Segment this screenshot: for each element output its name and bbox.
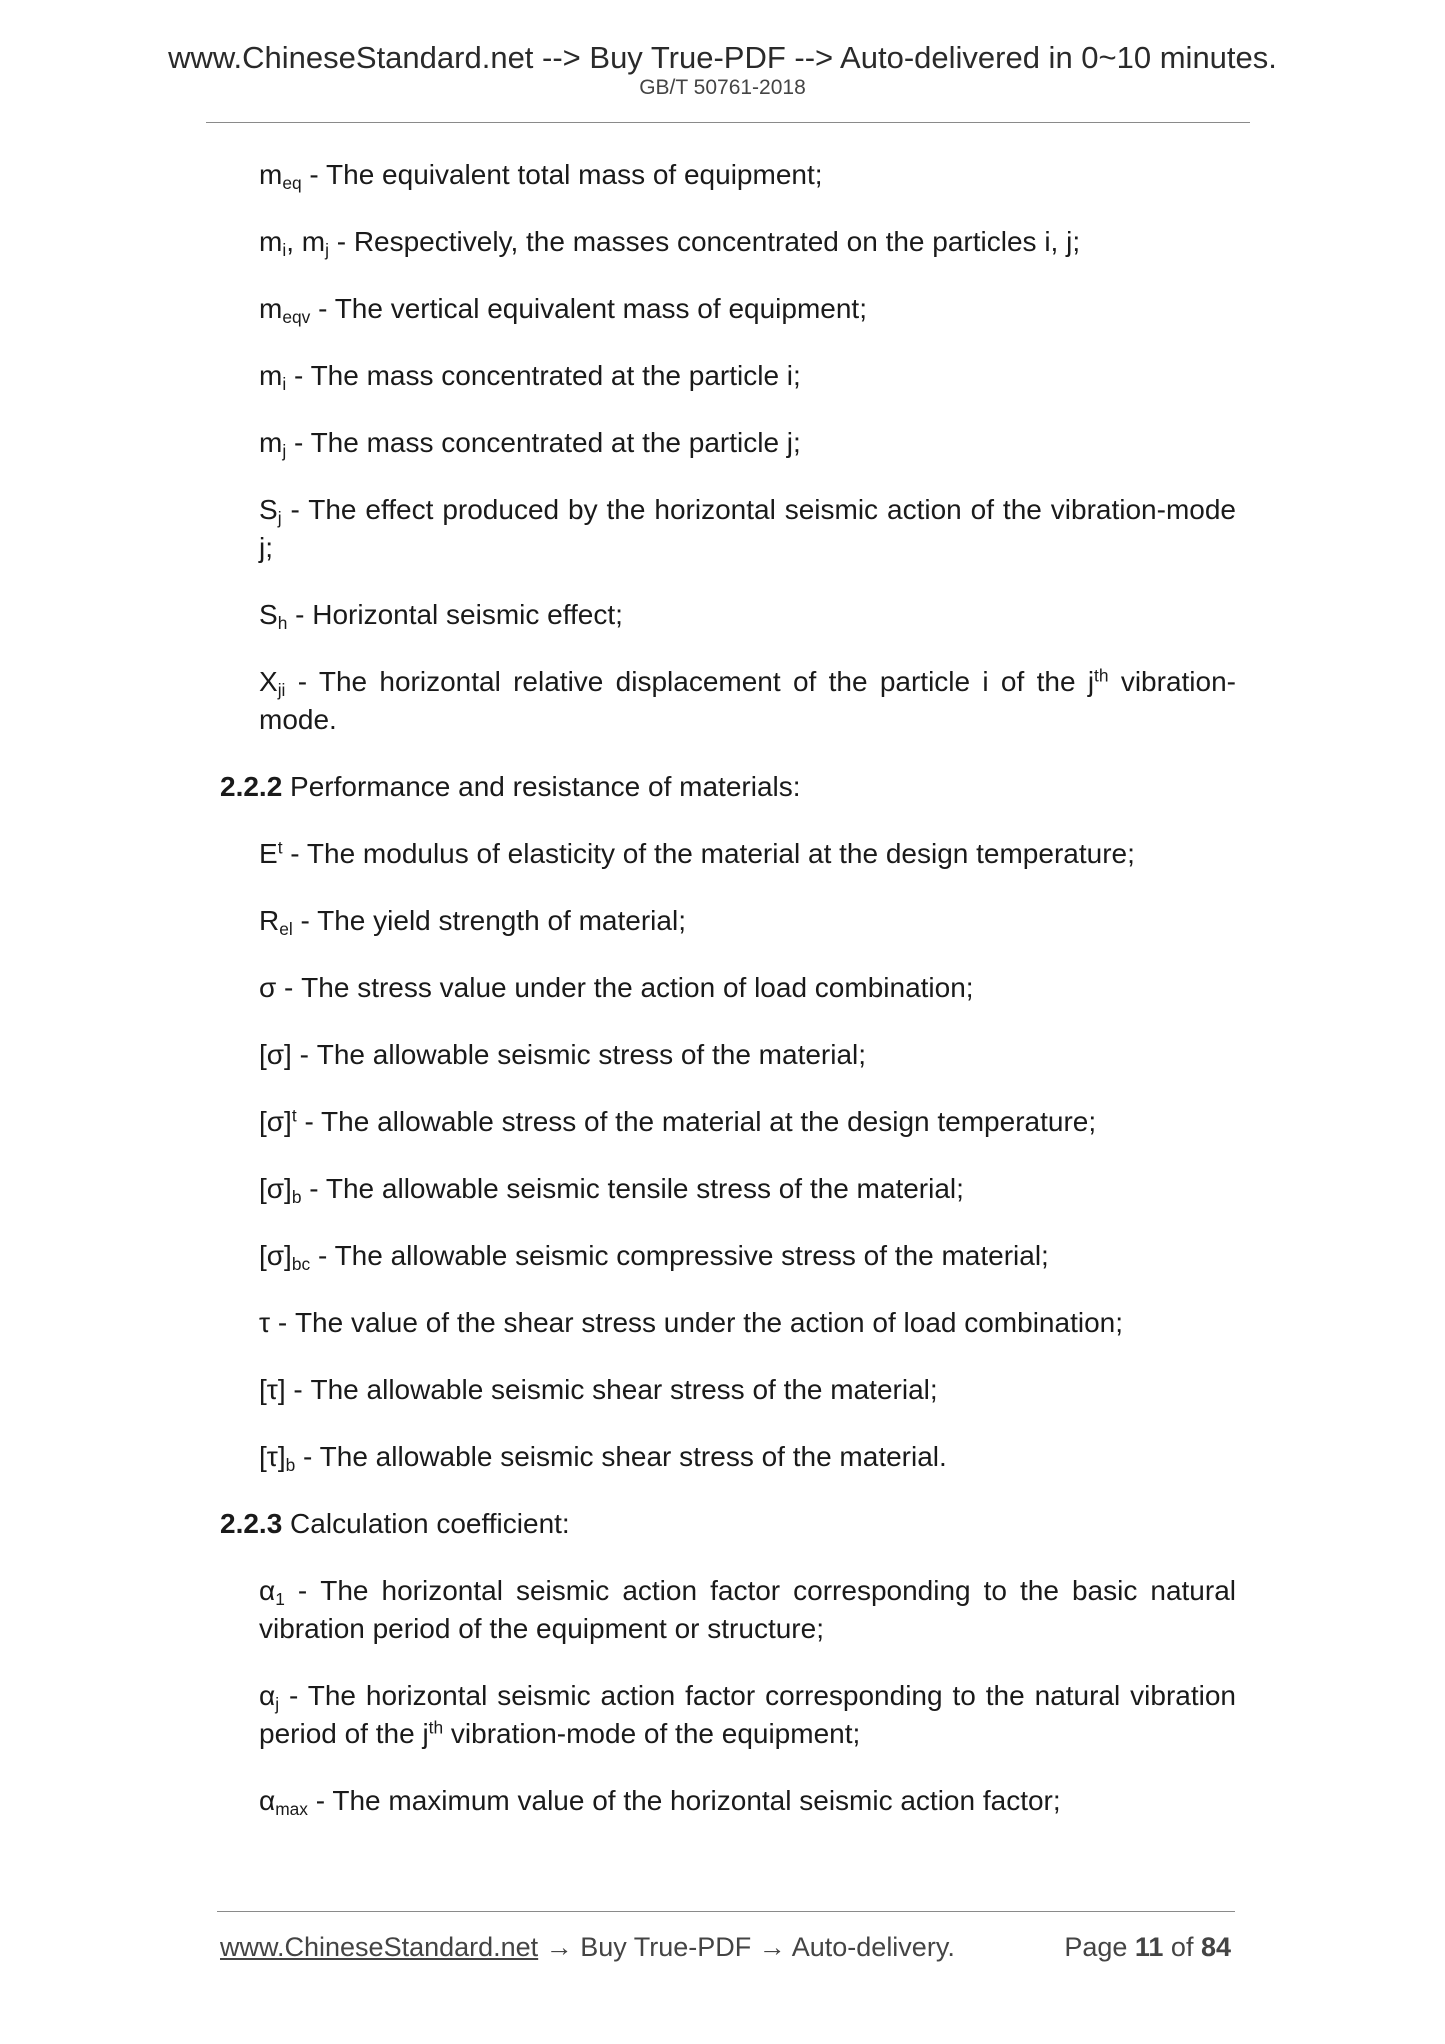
document-id: GB/T 50761-2018 — [639, 76, 806, 99]
footer-promo — [220, 1932, 955, 1963]
symbol-item-sigma-allow: [σ] - The allowable seismic stress of the material; — [259, 1039, 867, 1070]
symbol-item-et: $E^t$ - The modulus of elasticity of the material at the design temperature; — [259, 837, 1135, 869]
symbol-item-mj: $m_j$ - The mass concentrated at the particle j; — [259, 427, 801, 462]
symbol-item-sigma-bc: $[\sigma]_{bc}$ - The allowable seismic compressive stress of the material; — [259, 1240, 1049, 1275]
symbol-item-xji: $X_{ji}$ - The horizontal relative displacement of the particle i of the $j^{th}$ vibration-mode. — [259, 665, 1236, 735]
symbol-item-sigma: σ - The stress value under the action of load combination; — [259, 972, 974, 1003]
footer-promo-text: → Buy True-PDF → Auto-delivery. — [538, 1932, 955, 1962]
symbol-item-meq: $m_{eq}$ - The equivalent total mass of equipment; — [259, 159, 823, 194]
symbol-item-mi-mj: $m_i$, $m_j$ - Respectively, the masses concentrated on the particles i, j; — [259, 226, 1081, 261]
symbol-item-tau: τ - The value of the shear stress under the action of load combination; — [259, 1307, 1123, 1338]
page-indicator: Page 11 of 84 — [1064, 1932, 1231, 1962]
symbol-item-mi: $m_i$ - The mass concentrated at the particle i; — [259, 360, 801, 395]
symbol-item-sh: $S_h$ - Horizontal seismic effect; — [259, 599, 623, 634]
section-heading-2-2-3: 2.2.3 Calculation coefficient: — [220, 1508, 570, 1539]
symbol-item-sj: $S_j$ - The effect produced by the horizontal seismic action of the vibration-mode j; — [259, 494, 1236, 563]
header-divider — [206, 122, 1250, 123]
section-heading-2-2-2: 2.2.2 Performance and resistance of materials: — [220, 771, 801, 802]
symbol-item-sigma-t: $[\sigma]^t$ - The allowable stress of the material at the design temperature; — [259, 1105, 1097, 1137]
current-page-number: 11 — [1134, 1932, 1164, 1962]
footer-site-link[interactable]: www.ChineseStandard.net — [220, 1932, 539, 1962]
symbol-item-tau-allow: [τ] - The allowable seismic shear stress of the material; — [259, 1374, 938, 1405]
symbol-item-alphamax: $\alpha_{max}$ - The maximum value of the horizontal seismic action factor; — [259, 1785, 1061, 1820]
symbol-item-meqv: $m_{eqv}$ - The vertical equivalent mass of equipment; — [259, 293, 867, 328]
symbol-item-alpha1: $\alpha_1$ - The horizontal seismic action factor corresponding to the basic natural vibration period of the equipment or structure; — [259, 1575, 1236, 1644]
total-page-count: 84 — [1200, 1932, 1231, 1962]
symbol-item-tau-b: $[\tau]_b$ - The allowable seismic shear stress of the material. — [259, 1441, 947, 1476]
symbol-item-rel: $R_{el}$ - The yield strength of material; — [259, 905, 686, 940]
symbol-item-sigma-b: $[\sigma]_b$ - The allowable seismic tensile stress of the material; — [259, 1173, 964, 1208]
footer-divider — [217, 1911, 1235, 1912]
symbol-item-alphaj: $\alpha_j$ - The horizontal seismic action factor corresponding to the natural vibration period of the $j^{th}$ vibration-mode of the equipment; — [259, 1680, 1236, 1749]
top-banner: www.ChineseStandard.net --> Buy True-PDF --> Auto-delivered in 0~10 minutes. — [168, 40, 1277, 75]
